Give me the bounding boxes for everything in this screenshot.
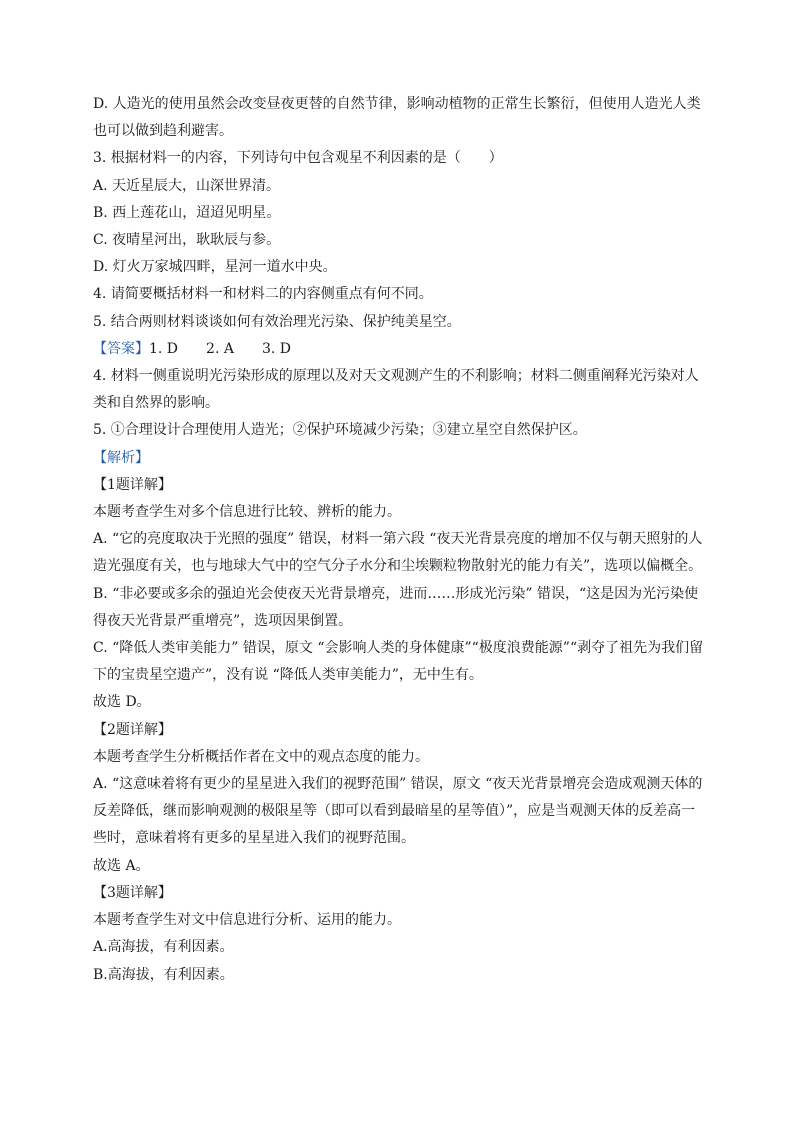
detail-1-a: A. “它的亮度取决于光照的强度” 错误，材料一第六段 “夜天光背景亮度的增加不仅与朝天照射的人造光强度有关，也与地球大气中的空气分子水分和尘埃颗粒物散射光的能力有关”，选项以偏概全。: [93, 531, 703, 575]
q5-stem: 5. 结合两则材料谈谈如何有效治理光污染、保护纯美星空。: [93, 313, 461, 330]
detail-1-b: B. “非必要或多余的强迫光会使夜天光背景增亮，进而……形成光污染” 错误，“这是因为光污染使得夜天光背景严重增亮”，选项因果倒置。: [93, 585, 699, 629]
detail-3-intro: 本题考查学生对文中信息进行分析、运用的能力。: [93, 912, 401, 929]
detail-1-heading: 【1题详解】: [93, 476, 172, 493]
detail-2-heading: 【2题详解】: [93, 721, 172, 738]
q3-stem: 3. 根据材料一的内容，下列诗句中包含观星不利因素的是（ ）: [93, 150, 503, 167]
answer-4: 4. 材料一侧重说明光污染形成的原理以及对天文观测产生的不利影响；材料二侧重阐释光污染对人类和自然界的影响。: [93, 368, 699, 412]
detail-1-conclusion: 故选 D。: [93, 694, 151, 711]
q3-option-a: A. 天近星辰大，山深世界清。: [93, 177, 281, 194]
document-body: [93, 91, 705, 989]
detail-3-b: B.高海拔，有利因素。: [93, 966, 234, 983]
detail-2-a: A. “这意味着将有更少的星星进入我们的视野范围” 错误，原文 “夜天光背景增亮会造成观测天体的反差降低，继而影响观测的极限星等（即可以看到最暗星的星等值）”，应是当观测天体的反差高一些时，意味着将有更多的星星进入我们的视野范围。: [93, 776, 703, 847]
q3-option-c: C. 夜晴星河出，耿耿辰与参。: [93, 232, 281, 249]
answer-mc: 1. D 2. A 3. D: [149, 340, 291, 357]
q3-option-b: B. 西上莲花山，迢迢见明星。: [93, 204, 281, 221]
answer-tag: 【答案】: [93, 340, 149, 357]
q4-stem: 4. 请简要概括材料一和材料二的内容侧重点有何不同。: [93, 286, 433, 303]
answer-line: [93, 336, 705, 363]
detail-3-heading: 【3题详解】: [93, 884, 172, 901]
q3-option-d: D. 灯火万家城四畔，星河一道水中央。: [93, 259, 337, 276]
detail-1-intro: 本题考查学生对多个信息进行比较、辨析的能力。: [93, 504, 401, 521]
answer-5: 5. ①合理设计合理使用人造光；②保护环境减少污染；③建立星空自然保护区。: [93, 422, 587, 439]
detail-1-c: C. “降低人类审美能力” 错误，原文 “会影响人类的身体健康”“极度浪费能源”“剥夺了祖先为我们留下的宝贵星空遗产”，没有说 “降低人类审美能力”，无中生有。: [93, 640, 704, 684]
detail-2-intro: 本题考查学生分析概括作者在文中的观点态度的能力。: [93, 748, 429, 765]
analysis-tag: 【解析】: [93, 449, 149, 466]
detail-2-conclusion: 故选 A。: [93, 857, 150, 874]
q2-option-d: D. 人造光的使用虽然会改变昼夜更替的自然节律，影响动植物的正常生长繁衍，但使用人造光人类也可以做到趋利避害。: [93, 96, 701, 140]
detail-3-a: A.高海拔，有利因素。: [93, 939, 234, 956]
